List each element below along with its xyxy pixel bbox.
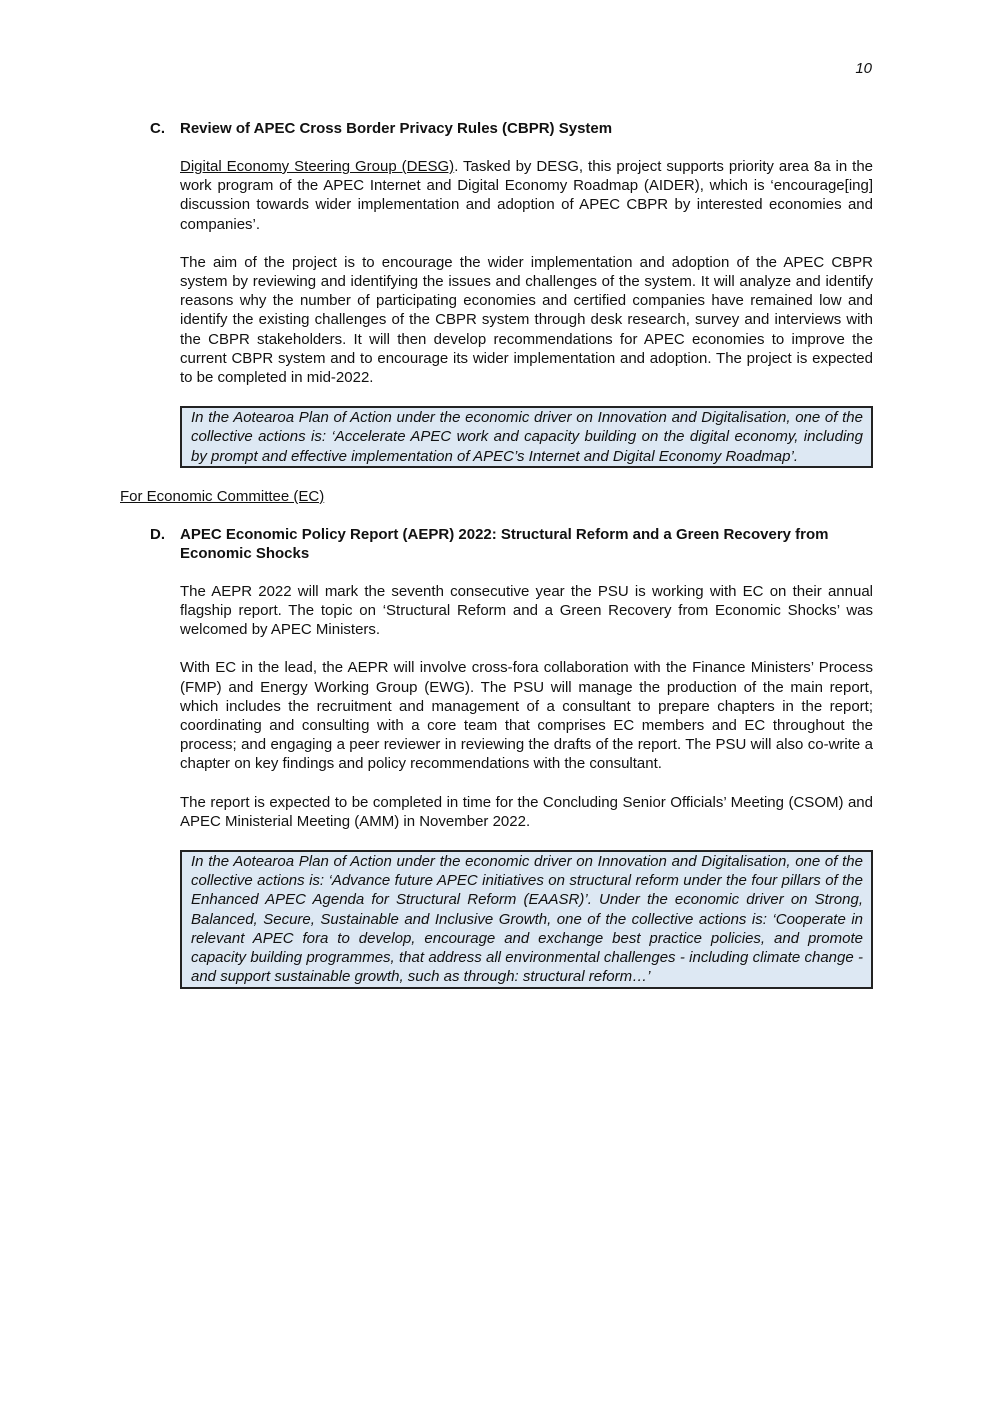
section-c-body bbox=[180, 157, 873, 468]
section-c-heading bbox=[120, 119, 873, 138]
page-content bbox=[120, 119, 873, 989]
page-number: 10 bbox=[855, 60, 872, 77]
section-c-intro-text: . Tasked by DESG, this project supports priority area 8a in the work program of the APEC Internet and Digital Economy Roadmap (AIDER), which is ‘encourage[ing] discussion towards wider implementation and adoption of APEC CBPR by interested economies and companies’. bbox=[180, 158, 874, 233]
section-d-callout-box: In the Aotearoa Plan of Action under the economic driver on Innovation and Digitalisation, one of the collective actions is: ‘Advance future APEC initiatives on structural reform under the four pillars of the Enhanced APEC Agenda for Structural Reform (EAASR)’. Under the economic driver on Strong, Balanced, Secure, Sustainable and Inclusive Growth, one of the collective actions is: ‘Cooperate in relevant APEC fora to develop, encourage and exchange best practice policies, and promote capacity building programmes, that address all environmental challenges - including climate change - and support sustainable growth, such as through: structural reform…’ bbox=[180, 850, 873, 988]
section-d-paragraph-3: The report is expected to be completed in time for the Concluding Senior Officials’ Meeting (CSOM) and APEC Ministerial Meeting (AMM) in November 2022. bbox=[180, 793, 873, 830]
section-d-heading bbox=[120, 525, 873, 563]
section-c-intro-paragraph bbox=[180, 157, 873, 234]
section-d-paragraph-2: With EC in the lead, the AEPR will involve cross-fora collaboration with the Finance Ministers’ Process (FMP) and Energy Working Group (EWG). The PSU will manage the production of the main report, which includes the recruitment and management of a consultant to prepare chapters in the report; coordinating and consulting with a core team that comprises EC members and EC throughout the process; and engaging a peer reviewer in reviewing the drafts of the report. The PSU will also co-write a chapter on key findings and policy recommendations with the consultant. bbox=[180, 659, 873, 773]
section-c-callout-box: In the Aotearoa Plan of Action under the economic driver on Innovation and Digitalisation, one of the collective actions is: ‘Accelerate APEC work and capacity building on the digital economy, including by prompt and effective implementation of APEC’s Internet and Digital Economy Roadmap’. bbox=[180, 406, 873, 468]
section-d bbox=[120, 525, 873, 989]
section-c-paragraph-2: The aim of the project is to encourage the wider implementation and adoption of the APEC CBPR system by reviewing and identifying the issues and challenges of the system. It will analyze and identify reasons why the number of participating economies and certified companies have remained low and identify the existing challenges of the CBPR system through desk research, survey and interviews with the CBPR stakeholders. It will then develop recommendations for APEC economies to improve the current CBPR system and to encourage its wider implementation and adoption. The project is expected to be completed in mid-2022. bbox=[180, 253, 873, 387]
section-d-title: APEC Economic Policy Report (AEPR) 2022: Structural Reform and a Green Recovery from Economic Shocks bbox=[180, 525, 829, 562]
section-d-paragraph-1: The AEPR 2022 will mark the seventh consecutive year the PSU is working with EC on their annual flagship report. The topic on ‘Structural Reform and a Green Recovery from Economic Shocks’ was welcomed by APEC Ministers. bbox=[180, 582, 873, 639]
section-d-letter: D. bbox=[150, 525, 165, 543]
section-d-body bbox=[180, 582, 873, 989]
section-c bbox=[120, 119, 873, 468]
desg-link-text: Digital Economy Steering Group (DESG) bbox=[180, 158, 455, 175]
economic-committee-label: For Economic Committee (EC) bbox=[120, 487, 325, 505]
section-c-letter: C. bbox=[150, 120, 165, 137]
section-c-title: Review of APEC Cross Border Privacy Rules (CBPR) System bbox=[180, 120, 613, 137]
